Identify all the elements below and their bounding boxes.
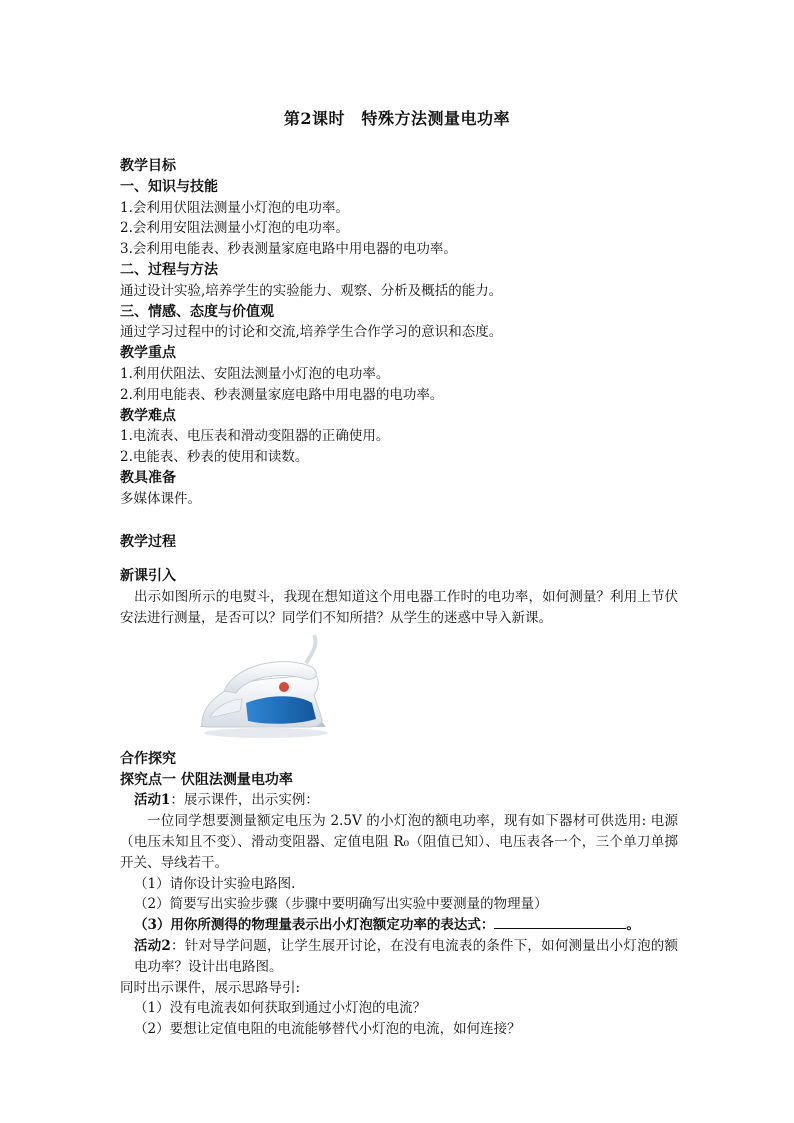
knowledge-item: 2.会利用安阻法测量小灯泡的电功率。	[120, 220, 349, 237]
tools-heading: 教具准备	[120, 469, 176, 486]
process-main-heading: 教学过程	[120, 533, 176, 550]
activity1-label: 活动1	[134, 792, 171, 809]
electric-iron-image	[186, 633, 346, 743]
guide-item-1: （1）没有电流表如何获取到通过小灯泡的电流？	[134, 1000, 427, 1017]
focus-item: 1.利用伏阻法、安阻法测量小灯泡的电功率。	[120, 365, 390, 382]
question-3-text: （3）用你所测得的物理量表示出小灯泡额定功率的表达式：	[134, 917, 495, 934]
activity2-line	[120, 936, 678, 978]
process-text: 通过设计实验,培养学生的实验能力、观察、分析及概括的能力。	[120, 282, 503, 299]
knowledge-heading: 一、知识与技能	[120, 178, 218, 195]
emotion-text: 通过学习过程中的讨论和交流,培养学生合作学习的意识和态度。	[120, 324, 503, 341]
coop-heading: 合作探究	[120, 750, 176, 767]
electric-iron-icon	[186, 633, 346, 743]
page-title: 第2课时 特殊方法测量电功率	[283, 109, 511, 128]
focus-item: 2.利用电能表、秒表测量家庭电路中用电器的电功率。	[120, 386, 444, 403]
intro-text: 出示如图所示的电熨斗，我现在想知道这个用电器工作时的电功率，如何测量？利用上节伏安法进行测量，是否可以？同学们不知所措？从学生的迷惑中导入新课。	[120, 589, 678, 626]
guide-item-2: （2）要想让定值电阻的电流能够替代小灯泡的电流，如何连接？	[134, 1021, 521, 1038]
activity2-text: ：针对导学问题，让学生展开讨论，在没有电流表的条件下，如何测量出小灯泡的额电功率？设计出电路图。	[134, 937, 678, 975]
question-2: （2）简要写出实验步骤（步骤中要明确写出实验中要测量的物理量）	[134, 896, 548, 913]
difficulty-item: 1.电流表、电压表和滑动变阻器的正确使用。	[120, 428, 390, 445]
activity2-label: 活动2	[134, 937, 171, 954]
difficulty-item: 2.电能表、秒表的使用和读数。	[120, 449, 309, 466]
document-body	[120, 156, 678, 1040]
activity1-line	[120, 790, 678, 811]
focus-heading: 教学重点	[120, 345, 176, 362]
goals-heading: 教学目标	[120, 158, 176, 174]
difficulty-heading: 教学难点	[120, 407, 176, 424]
question-3	[120, 915, 678, 936]
answer-blank	[494, 916, 626, 929]
activity1-text: ：展示课件，出示实例：	[170, 792, 319, 809]
tools-text: 多媒体课件。	[120, 490, 201, 507]
explore1-heading: 探究点一 伏阻法测量电功率	[120, 771, 293, 788]
knowledge-item: 3.会利用电能表、秒表测量家庭电路中用电器的电功率。	[120, 241, 457, 258]
knowledge-item: 1.会利用伏阻法测量小灯泡的电功率。	[120, 199, 349, 216]
emotion-heading: 三、情感、态度与价值观	[120, 303, 274, 320]
example-text: 一位同学想要测量额定电压为 2.5V 的小灯泡的额电功率，现有如下器材可供选用: 电源（电压未知且不变）、滑动变阻器、定值电阻 R₀（阻值已知）、电压表各一个，三个单刀单掷开关、导线若干。	[120, 813, 678, 871]
question-3-end: 。	[626, 917, 640, 934]
question-1: （1）请你设计实验电路图.	[134, 875, 296, 892]
process-heading: 二、过程与方法	[120, 261, 218, 278]
intro-heading: 新课引入	[120, 568, 176, 585]
guide-text: 同时出示课件，展示思路导引:	[120, 979, 301, 996]
